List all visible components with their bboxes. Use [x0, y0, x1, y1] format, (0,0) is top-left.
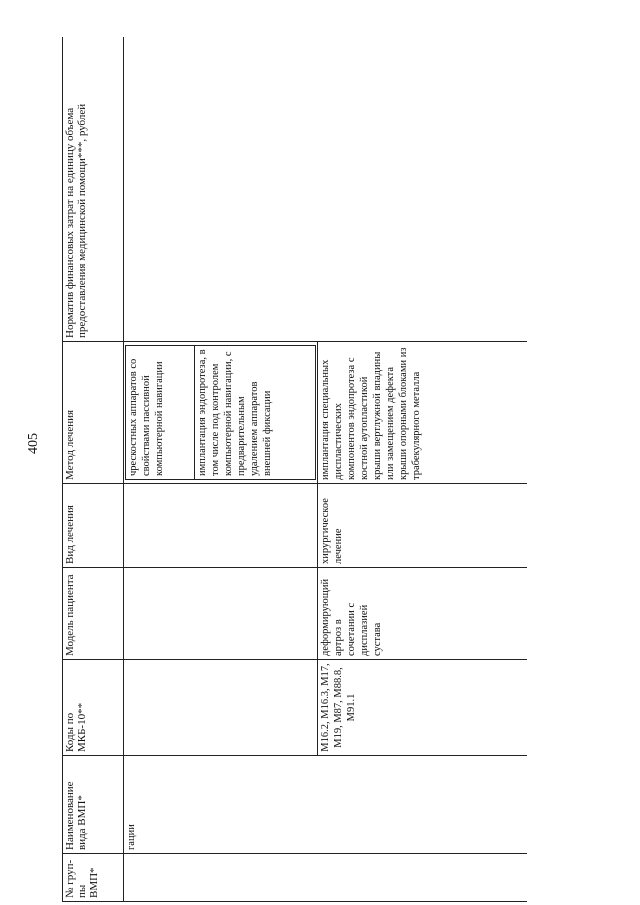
header-icd-codes: Коды по МКБ-10**	[63, 660, 124, 756]
cell-treatment-type: хирургическое лечение	[318, 484, 528, 568]
cell-treatment-method: имплантация специальных диспластических компонентов эндопротеза с костной аутопластикой крыши вертлужной впадины или замещением дефекта крыши опорными блоками из трабекулярного металла	[318, 342, 528, 484]
header-cost-standard: Норматив финансовых затрат на единицу объема предоставления медицинской помощи***, рублей	[63, 37, 124, 342]
cell-treatment-type	[124, 484, 318, 568]
cell-group-no	[124, 854, 528, 902]
header-treatment-type: Вид лечения	[63, 484, 124, 568]
cell-vmp-name: гации	[124, 756, 528, 854]
rotated-table	[62, 37, 527, 902]
cell-treatment-method	[124, 342, 318, 484]
table-header-row	[63, 37, 124, 902]
cell-patient-model	[124, 568, 318, 660]
method-subrow	[126, 346, 195, 480]
page-number: 405	[26, 433, 41, 454]
cell-icd-codes: M16.2, M16.3, M17, M19, M87, M88.8, M91.1	[318, 660, 528, 756]
cell-cost-standard	[124, 37, 528, 342]
vmp-table	[62, 37, 527, 902]
cell-icd-codes	[124, 660, 318, 756]
table-row	[124, 37, 318, 902]
method-subtable	[125, 345, 316, 480]
header-group-no: № груп- пы ВМП*	[63, 854, 124, 902]
header-treatment-method: Метод лечения	[63, 342, 124, 484]
header-patient-model: Модель пациента	[63, 568, 124, 660]
cell-patient-model: деформирующий артроз в сочетании с дисплазией сустава	[318, 568, 528, 660]
header-vmp-name: Наименование вида ВМП*	[63, 756, 124, 854]
document-table-frame	[62, 37, 527, 902]
method-text: чрескостных аппаратов со свойствами пассивной компьютерной навигации	[126, 346, 195, 480]
method-subrow	[195, 346, 316, 480]
method-text: имплантация эндопротеза, в том числе под контролем компьютерной навигации, с предварительным удалением аппаратов внешней фиксации	[195, 346, 316, 480]
